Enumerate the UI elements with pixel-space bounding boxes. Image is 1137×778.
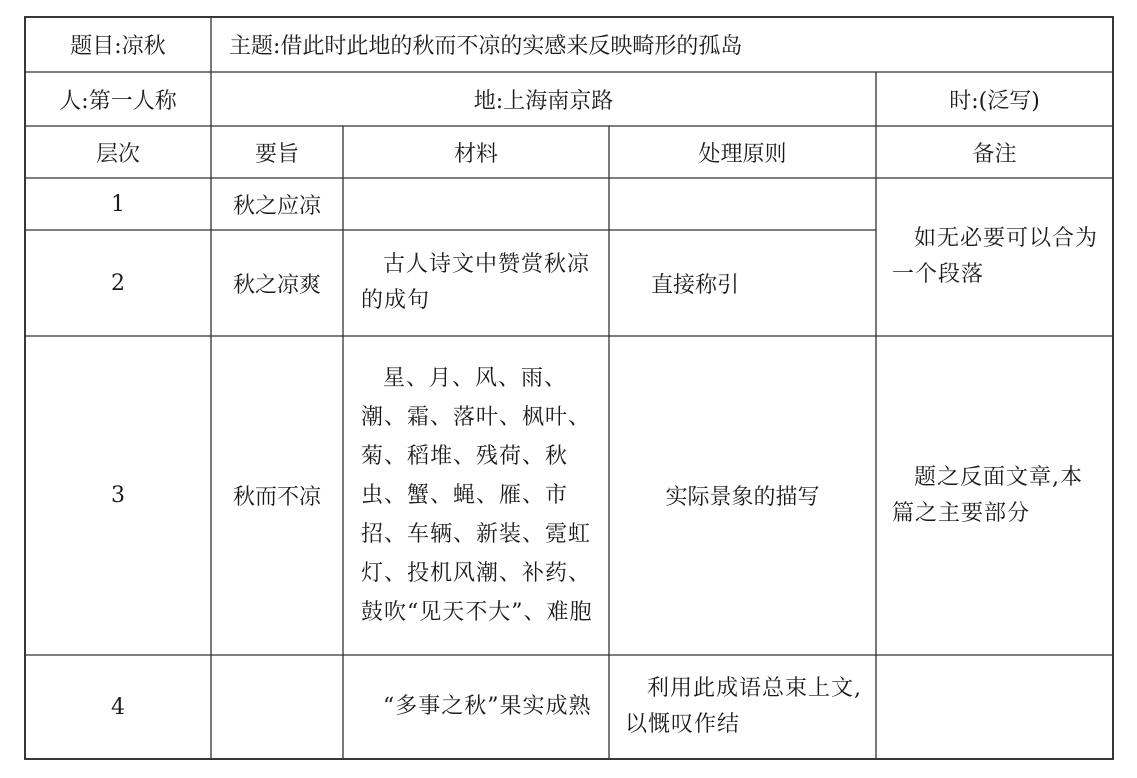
row-1-material [343,178,609,230]
column-header-material: 材料 [453,141,498,167]
row-2-gist: 秋之凉爽 [232,272,321,298]
row-3-material-text: 星、月、风、雨、潮、霜、落叶、枫叶、菊、稻堆、残荷、秋虫、蟹、蝇、雁、市招、车辆、新装、霓虹灯、投机风潮、补药、鼓吹“见天不大”、难胞 [361,366,593,625]
row-3-principle: 实际景象的描写 [665,485,820,510]
row-3-gist: 秋而不凉 [232,485,321,510]
row-3-material [343,336,609,655]
row-2-principle: 直接称引 [651,272,740,298]
row-4-note [876,655,1113,759]
row-4-principle-text: 利用此成语总束上文,以慨叹作结 [625,676,862,737]
row-4-material-text: “多事之秋”果实成熟 [383,694,592,719]
row-2-material-text: 古人诗文中赞赏秋凉的成句 [361,252,591,313]
column-header-level: 层次 [95,141,140,167]
row-1-principle [609,178,876,230]
theme-cell: 主题:借此时此地的秋而不凉的实感来反映畸形的孤岛 [229,34,743,59]
time-cell: 时:(泛写) [949,88,1040,114]
row-3-level: 3 [111,483,125,508]
title-cell: 题目:凉秋 [70,34,166,59]
row-4-principle [609,655,876,759]
row-3-note [876,336,1113,655]
row-2-level: 2 [111,270,125,296]
notes-rows-1-2 [876,178,1113,336]
place-cell: 地:上海南京路 [473,88,614,114]
row-4-material [343,655,609,759]
column-header-gist: 要旨 [254,141,299,167]
notes-rows-1-2-text: 如无必要可以合为一个段落 [892,226,1099,287]
row-4-gist [211,655,343,759]
column-header-principle: 处理原则 [698,141,787,167]
row-4-level: 4 [111,694,125,720]
row-2-material [343,230,609,336]
column-header-note: 备注 [972,141,1017,167]
person-cell: 人:第一人称 [59,88,177,114]
row-1-gist: 秋之应凉 [232,193,321,219]
row-1-level: 1 [111,191,125,217]
row-3-note-text: 题之反面文章,本篇之主要部分 [892,464,1083,526]
